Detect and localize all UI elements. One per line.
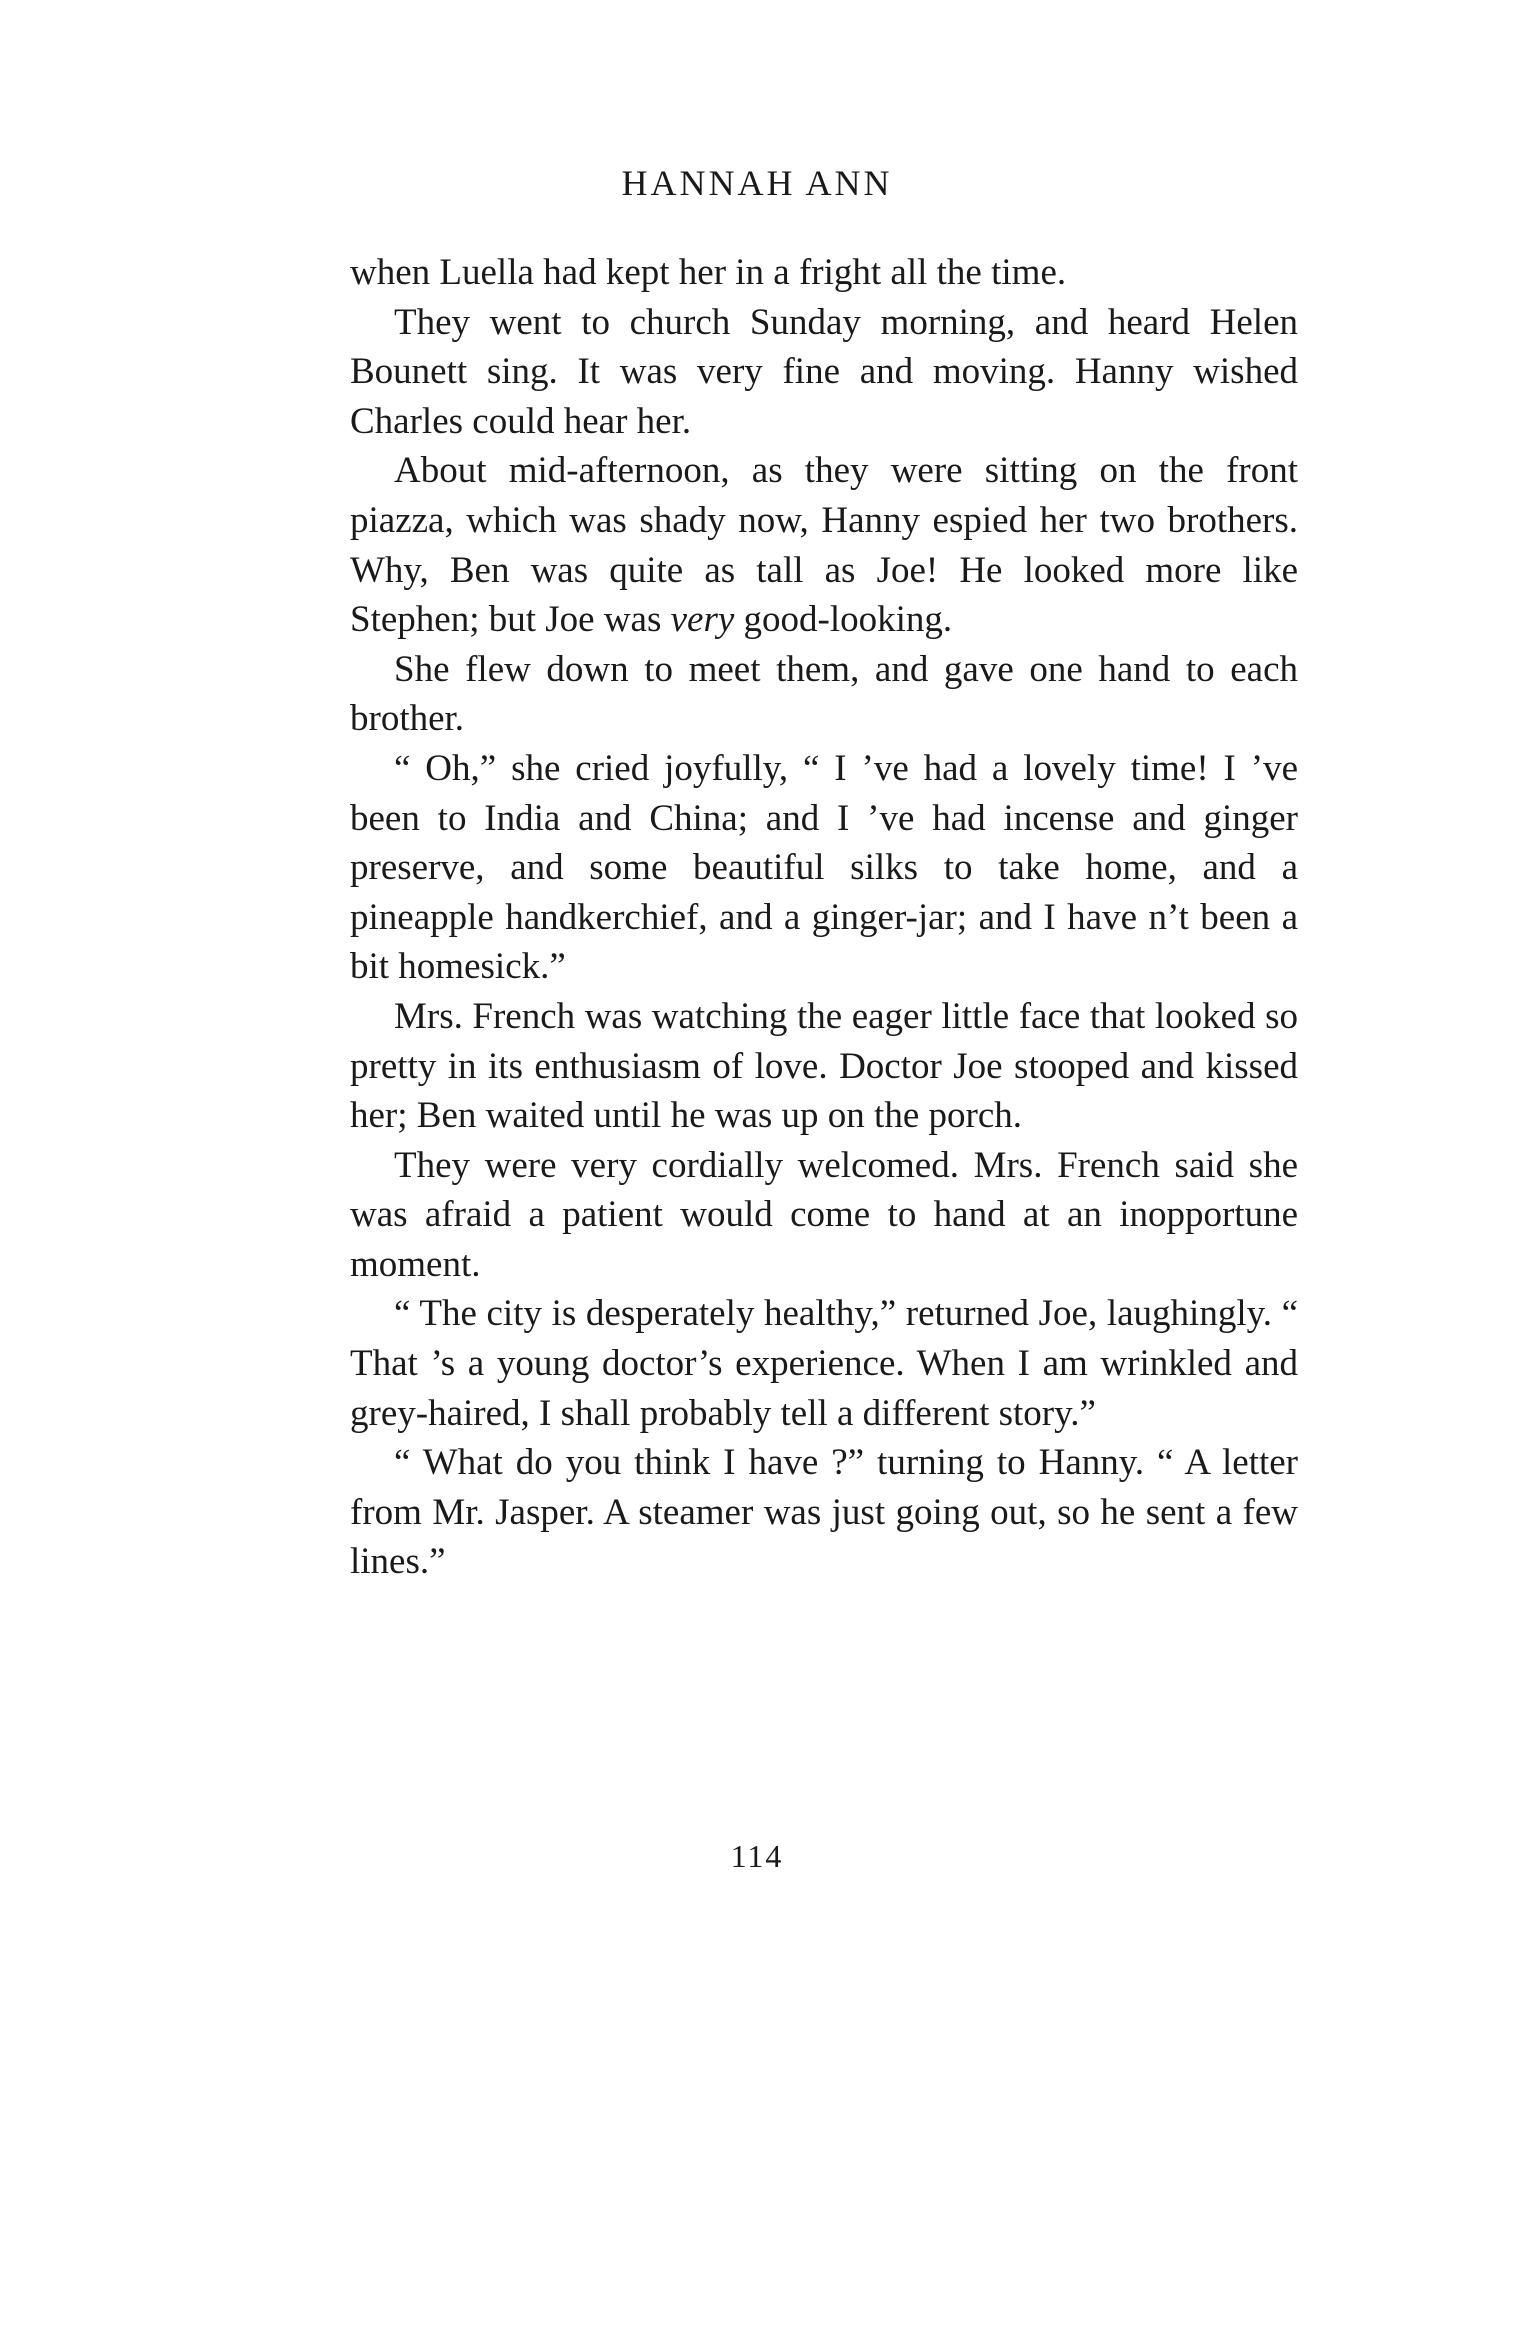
paragraph: “ The city is desperately healthy,” returned Joe, laughingly. “ That ’s a young doctor’s experience. When I am wrinkled and grey-haired, I shall probably tell a different story.” xyxy=(350,1293,1298,1434)
page-number: 114 xyxy=(730,1838,784,1874)
paragraph: “ Oh,” she cried joyfully, “ I ’ve had a lovely time! I ’ve been to India and China; and I ’ve had incense and ginger preserve, and some beautiful silks to take home, and a pineapple handkerchief, and a ginger-jar; and I have n’t been a bit homesick.” xyxy=(350,747,1298,988)
emphasis-text: very xyxy=(670,599,735,641)
paragraph: “ What do you think I have ?” turning to Hanny. “ A letter from Mr. Jasper. A steamer was just going out, so he sent a few lines.” xyxy=(350,1442,1298,1583)
running-head: HANNAH ANN xyxy=(621,163,893,203)
paragraph-text: About mid-afternoon, as they were sitting on the front piazza, which was shady now, Hanny espied her two brothers. Why, Ben was quite as tall as Joe! He looked more like Stephen; but Joe was xyxy=(350,450,1298,641)
paragraph xyxy=(350,446,1298,644)
paragraph: They went to church Sunday morning, and heard Helen Bounett sing. It was very fine and moving. Hanny wished Charles could hear her. xyxy=(350,301,1298,442)
paragraph: She flew down to meet them, and gave one hand to each brother. xyxy=(350,648,1298,740)
paragraph-text: good-looking. xyxy=(734,599,953,641)
paragraph: when Luella had kept her in a fright all the time. xyxy=(350,252,1067,293)
paragraph: They were very cordially welcomed. Mrs. French said she was afraid a patient would come to hand at an inopportune moment. xyxy=(350,1144,1298,1285)
paragraph: Mrs. French was watching the eager little face that looked so pretty in its enthusiasm of love. Doctor Joe stooped and kissed her; Ben waited until he was up on the porch. xyxy=(350,995,1298,1137)
body-text xyxy=(350,248,1298,1587)
